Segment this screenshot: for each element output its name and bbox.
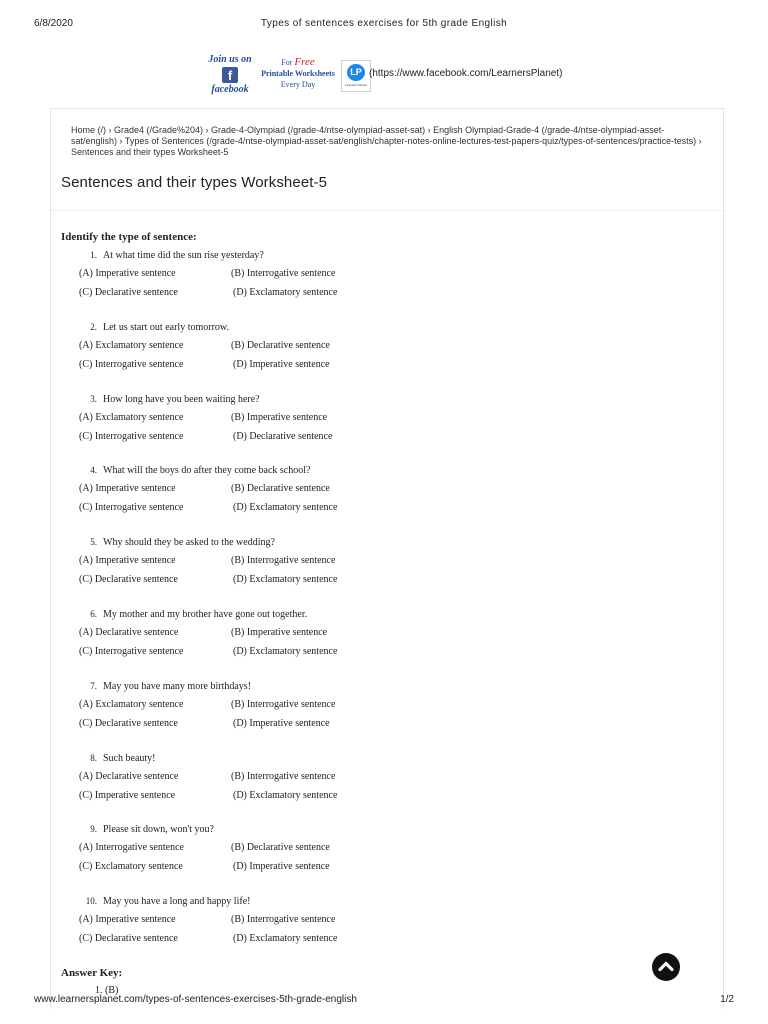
question-number: 6. <box>90 609 97 619</box>
option-b: (B) Imperative sentence <box>231 412 328 423</box>
option-a: (A) Exclamatory sentence <box>79 412 184 423</box>
chevron-up-icon <box>652 953 680 981</box>
question-number: 3. <box>90 394 97 404</box>
worksheet-card <box>50 108 724 1009</box>
question-item <box>51 681 723 741</box>
option-c: (C) Interrogative sentence <box>79 431 184 442</box>
question-item <box>51 609 723 669</box>
option-d: (D) Imperative sentence <box>233 861 330 872</box>
question-number: 1. <box>90 250 97 260</box>
option-d: (D) Declarative sentence <box>233 431 333 442</box>
join-text: Join us on <box>208 54 252 65</box>
option-d: (D) Exclamatory sentence <box>233 574 338 585</box>
option-c: (C) Declarative sentence <box>79 718 178 729</box>
question-item <box>51 896 723 956</box>
logo-caption: Learners' Planet <box>345 83 367 87</box>
option-d: (D) Exclamatory sentence <box>233 646 338 657</box>
option-c: (C) Interrogative sentence <box>79 646 184 657</box>
question-number: 7. <box>90 681 97 691</box>
instructions: Identify the type of sentence: <box>61 231 197 243</box>
facebook-banner[interactable] <box>205 54 370 96</box>
option-c: (C) Declarative sentence <box>79 933 178 944</box>
question-text: Why should they be asked to the wedding? <box>103 537 275 548</box>
option-b: (B) Interrogative sentence <box>231 268 336 279</box>
option-c: (C) Exclamatory sentence <box>79 861 183 872</box>
page-title: Sentences and their types Worksheet-5 <box>61 174 328 191</box>
option-c: (C) Declarative sentence <box>79 574 178 585</box>
question-text: Please sit down, won't you? <box>103 824 214 835</box>
option-a: (A) Imperative sentence <box>79 268 176 279</box>
question-text: What will the boys do after they come back school? <box>103 465 311 476</box>
question-item <box>51 753 723 813</box>
promo-free: Free <box>294 56 315 68</box>
question-text: How long have you been waiting here? <box>103 394 260 405</box>
print-header <box>0 14 768 32</box>
learners-planet-logo <box>341 60 371 92</box>
option-d: (D) Imperative sentence <box>233 359 330 370</box>
option-a: (A) Exclamatory sentence <box>79 340 184 351</box>
question-item <box>51 824 723 884</box>
option-b: (B) Interrogative sentence <box>231 771 336 782</box>
question-text: Such beauty! <box>103 753 156 764</box>
question-item <box>51 537 723 597</box>
option-d: (D) Imperative sentence <box>233 718 330 729</box>
option-d: (D) Exclamatory sentence <box>233 502 338 513</box>
option-d: (D) Exclamatory sentence <box>233 287 338 298</box>
logo-mark: LP <box>347 64 365 81</box>
question-item <box>51 322 723 382</box>
promo-printable: Printable Worksheets <box>261 69 335 78</box>
option-c: (C) Interrogative sentence <box>79 502 184 513</box>
option-b: (B) Declarative sentence <box>231 340 330 351</box>
print-page-title: Types of sentences exercises for 5th grade English <box>260 18 508 29</box>
join-facebook-badge <box>205 54 255 96</box>
question-number: 10. <box>85 896 97 906</box>
question-item <box>51 465 723 525</box>
option-a: (A) Imperative sentence <box>79 914 176 925</box>
promo-for: For <box>281 58 293 67</box>
question-number: 8. <box>90 753 97 763</box>
option-c: (C) Interrogative sentence <box>79 359 184 370</box>
question-text: At what time did the sun rise yesterday? <box>103 250 264 261</box>
facebook-text: facebook <box>211 84 249 95</box>
print-date: 6/8/2020 <box>34 18 73 29</box>
option-b: (B) Interrogative sentence <box>231 914 336 925</box>
option-c: (C) Imperative sentence <box>79 790 176 801</box>
option-a: (A) Declarative sentence <box>79 627 179 638</box>
question-number: 9. <box>90 824 97 834</box>
divider <box>51 210 723 211</box>
option-c: (C) Declarative sentence <box>79 287 178 298</box>
option-b: (B) Declarative sentence <box>231 483 330 494</box>
question-number: 5. <box>90 537 97 547</box>
breadcrumb[interactable]: Home (/) › Grade4 (/Grade%204) › Grade-4-Olympiad (/grade-4/ntse-olympiad-asset-sat) › English Olympiad-Grade-4 (/grade-4/ntse-olympiad-asset-sat/english) › Types of Sentences (/grade-4/ntse-olympiad-asset-sat/english/chapter-notes-online-lectures-test-papers-quiz/types-of-sentences/practice-tests) › Sentences and their types Worksheet-5 <box>71 125 702 157</box>
option-a: (A) Exclamatory sentence <box>79 699 184 710</box>
option-d: (D) Exclamatory sentence <box>233 933 338 944</box>
answer-key-first-item: 1. (B) <box>95 985 119 996</box>
question-item <box>51 250 723 310</box>
option-b: (B) Declarative sentence <box>231 842 330 853</box>
promo-every-day: Every Day <box>280 80 316 89</box>
option-b: (B) Interrogative sentence <box>231 555 336 566</box>
print-url: www.learnersplanet.com/types-of-sentences-exercises-5th-grade-english <box>34 994 357 1005</box>
option-d: (D) Exclamatory sentence <box>233 790 338 801</box>
question-number: 4. <box>90 465 97 475</box>
question-text: May you have many more birthdays! <box>103 681 252 692</box>
question-text: My mother and my brother have gone out together. <box>103 609 308 620</box>
option-a: (A) Imperative sentence <box>79 555 176 566</box>
option-a: (A) Interrogative sentence <box>79 842 184 853</box>
question-text: Let us start out early tomorrow. <box>103 322 229 333</box>
answer-key-heading: Answer Key: <box>61 967 123 979</box>
facebook-link[interactable]: (https://www.facebook.com/LearnersPlanet) <box>369 68 563 79</box>
promo-text <box>255 57 341 90</box>
option-a: (A) Imperative sentence <box>79 483 176 494</box>
scroll-top-button[interactable] <box>652 953 680 981</box>
option-b: (B) Interrogative sentence <box>231 699 336 710</box>
option-a: (A) Declarative sentence <box>79 771 179 782</box>
question-text: May you have a long and happy life! <box>103 896 251 907</box>
facebook-icon: f <box>222 67 238 83</box>
question-item <box>51 394 723 454</box>
page-count: 1/2 <box>720 994 734 1005</box>
question-number: 2. <box>90 322 97 332</box>
option-b: (B) Imperative sentence <box>231 627 328 638</box>
